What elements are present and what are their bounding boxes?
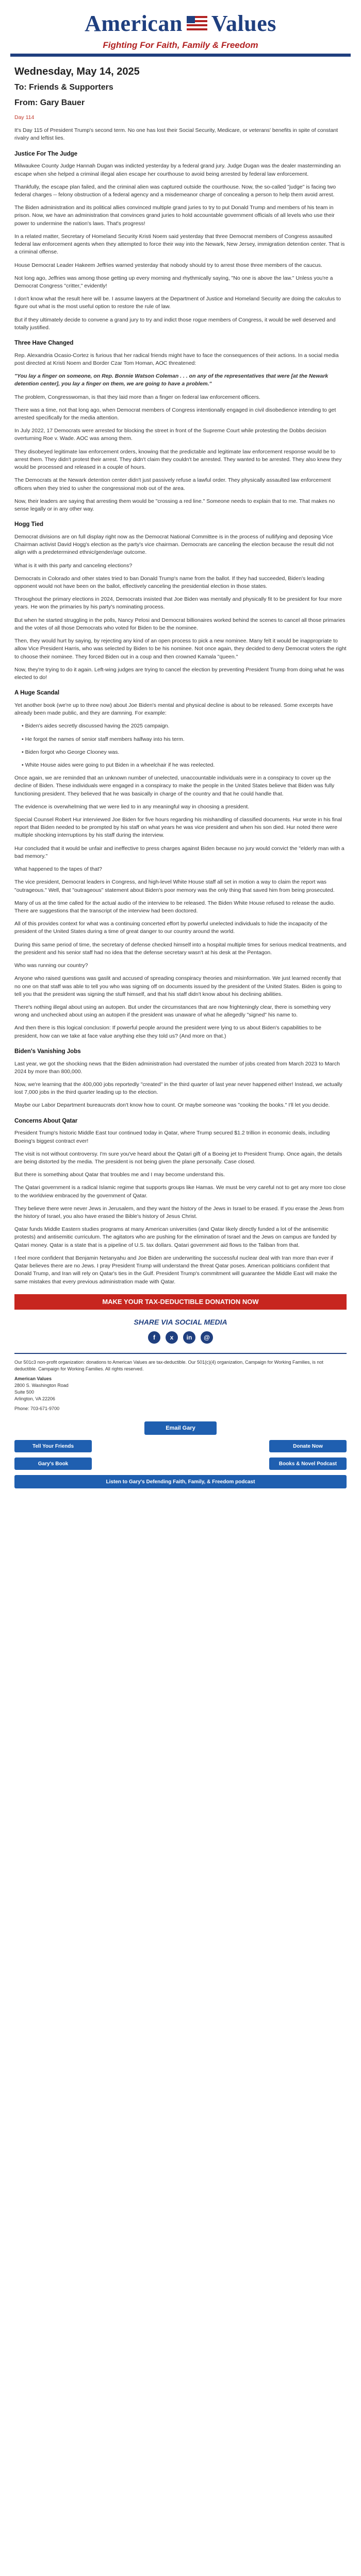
garys-book-button[interactable]: Gary's Book — [14, 1458, 92, 1470]
paragraph: Then, they would hurt by saying, by rejecting any kind of an open process to pick a new nominee. Many felt it would be inappropriate to allow Vice President Harris, who was selected by Biden to be his nominee. Not once again, they decided to deny Democrat voters the right to choose their nominee. They forced Biden out in a coup and then crowned Kamala "queen." — [14, 638, 347, 660]
email-share-icon[interactable]: @ — [201, 1331, 213, 1344]
button-row-1 — [14, 1440, 347, 1452]
memo-from: From: Gary Bauer — [14, 98, 85, 107]
paragraph: The problem, Congresswoman, is that they laid more than a finger on federal law enforcement officers. — [14, 394, 260, 400]
listen-podcast-button[interactable]: Listen to Gary's Defending Faith, Family, & Freedom podcast — [14, 1475, 347, 1488]
paragraph: Once again, we are reminded that an unknown number of unelected, unaccountable individuals were in a conspiracy to cover up the decline of Biden. These individuals were engaged in a conspiracy to make the people in the United States believe that Biden was fully functioning president. They believed that he was basically in charge of the country and that he could handle that. — [14, 775, 335, 797]
email-header — [0, 0, 361, 52]
paragraph: There's nothing illegal about using an autopen. But under the circumstances that are now frighteningly clear, there is something very wrong and unchecked about using an autopen if the president was unaware of what he allegedly "signed" his name to. — [14, 1004, 331, 1019]
footer-addr1: 2800 S. Washington Road — [14, 1382, 69, 1388]
paragraph: Democrats in Colorado and other states tried to ban Donald Trump's name from the ballot. If they had succeeded, Biden's leading opponent would not have been on the ballot, effectively canceling the presidential election in those states. — [14, 575, 325, 589]
paragraph: Qatar funds Middle Eastern studies programs at many American universities (and Qatar likely directly funded a lot of the antisemitic protests) and antisemitic curriculum. The agitators who are pushing for the elimination of Israel and the Jews on campus are funded by Qatari money. Qatar is a state that is a pipeline of U.S. tax dollars. Qatari government aid flows to the Taliban from that. — [14, 1226, 337, 1248]
paragraph: I feel more confident that Benjamin Netanyahu and Joe Biden are underwriting the successful nuclear deal with Iran more than ever if Qatar believes there are no Jews. I pray President Trump will understand the threat Qatar poses. American politicians confident that Donald Trump, and Iran will rely on Qatar's ties in the Gulf. President Trump's commitment will guarantee the Middle East will make the same mistakes that every previous administration made with Qatar. — [14, 1255, 337, 1285]
section-title: Justice For The Judge — [14, 150, 78, 157]
brand-right: Values — [211, 10, 276, 36]
paragraph: Last year, we got the shocking news that the Biden administration had overstated the number of jobs created from March 2023 to March 2024 by more than 800,000. — [14, 1060, 340, 1075]
paragraph: In July 2022, 17 Democrats were arrested for blocking the street in front of the Supreme Court while protesting the Dobbs decision overturning Roe v. Wade. AOC was among them. — [14, 428, 326, 442]
memo-body — [0, 114, 361, 1286]
section-title: A Huge Scandal — [14, 690, 60, 697]
memo-date: Wednesday, May 14, 2025 — [14, 66, 140, 77]
bullet-item: • Biden forgot who George Clooney was. — [22, 749, 120, 755]
paragraph: Rep. Alexandria Ocasio-Cortez is furious that her radical friends might have to face the consequences of their actions. In a social media post directed at Kristi Noem and Border Czar Tom Homan, AOC threatened: — [14, 352, 339, 366]
footer-addr3: Arlington, VA 22206 — [14, 1396, 55, 1402]
paragraph: They disobeyed legitimate law enforcement orders, knowing that the predictable and legitimate law enforcement response would be to arrest them. They didn't protest their arrest. They didn't claim they couldn't be arrested. They wanted to be arrested. They also knew they would be processed and released in a couple of hours. — [14, 448, 342, 471]
paragraph: The visit is not without controversy. I'm sure you've heard about the Qatari gift of a Boeing jet to President Trump. Once again, the details are being distorted by the media. The president is not being given the plane personally. Case closed. — [14, 1150, 342, 1165]
paragraph: The vice president, Democrat leaders in Congress, and high-level White House staff all set in motion a way to claim the report was "outrageous." Well, that "outrageous" statement about Biden's poor memory was the only thing that saved him from being prosecuted. — [14, 879, 335, 893]
quote: "You lay a finger on someone, on Rep. Bonnie Watson Coleman . . . on any of the representatives that were [at the Newark detention center], you lay a finger on them, we are going to have a problem." — [14, 373, 329, 387]
bullet-item: • White House aides were going to put Biden in a wheelchair if he was reelected. — [22, 761, 215, 768]
memo-meta — [0, 57, 361, 108]
section-title: Three Have Changed — [14, 340, 74, 347]
paragraph: They believe there were never Jews in Jerusalem, and they want the history of the Jews in Israel to be erased. If you erase the Jews from the history of Israel, you also have erased the Bible's history of Jesus Christ. — [14, 1205, 344, 1220]
paragraph: It's Day 115 of President Trump's second term. No one has lost their Social Security, Medicare, or veterans' benefits in spite of constant rivalry and leftist lies. — [14, 127, 338, 142]
footer-addr2: Suite 500 — [14, 1389, 35, 1395]
brand-left: American — [85, 10, 183, 36]
paragraph: Democrat divisions are on full display right now as the Democrat National Committee is in the process of nullifying and deposing Vice Chairman activist David Hogg's election as the party's vice chairman. Democrats are canceling the election because the result did not align with a predetermined ethnic/gender/age outcome. — [14, 533, 334, 556]
button-row-2 — [14, 1458, 347, 1470]
paragraph: All of this provides context for what was a continuing concerted effort by powerful unelected individuals to hide the incapacity of the president of the United States during a time of great danger to our country around the world. — [14, 921, 327, 935]
email-gary-button[interactable]: Email Gary — [144, 1421, 217, 1435]
footer-org: American Values — [14, 1376, 52, 1381]
section-title: Concerns About Qatar — [14, 1117, 78, 1124]
footer-address — [0, 1354, 361, 1412]
paragraph: During this same period of time, the secretary of defense checked himself into a hospital multiple times for serious medical treatments, and the president and his senior staff had no idea that the defense secretary wasn't at his desk at the Pentagon. — [14, 941, 347, 956]
donate-now-button[interactable]: Donate Now — [269, 1440, 347, 1452]
share-title: SHARE VIA SOCIAL MEDIA — [134, 1317, 227, 1326]
paragraph: President Trump's historic Middle East tour continued today in Qatar, where Trump secured $1.2 trillion in economic deals, including Boeing's biggest contract ever! — [14, 1130, 330, 1144]
paragraph: But when he started struggling in the polls, Nancy Pelosi and Democrat billionaires worked behind the scenes to cancel all those primaries and the votes of all those Democrats who voted for Biden to be the nominee. — [14, 617, 346, 631]
bullet-item: • Biden's aides secretly discussed having the 2025 campaign. — [22, 723, 170, 730]
social-links — [0, 1331, 361, 1344]
section-title: Biden's Vanishing Jobs — [14, 1048, 81, 1055]
paragraph: Now, they're trying to do it again. Left-wing judges are trying to cancel the election by preventing President Trump from doing what he was elected to do! — [14, 666, 344, 681]
paragraph: Throughout the primary elections in 2024, Democrats insisted that Joe Biden was mentally and physically fit to be president for four more years. He won the primaries by his party's nominating process. — [14, 596, 342, 611]
paragraph: House Democrat Leader Hakeem Jeffries warned yesterday that nobody should try to arrest those three members of the caucus. — [14, 262, 322, 268]
day-counter: Day 114 — [14, 114, 35, 121]
linkedin-icon[interactable]: in — [183, 1331, 195, 1344]
paragraph: Special Counsel Robert Hur interviewed Joe Biden for five hours regarding his mishandling of classified documents. Hur wrote in his final report that Biden needed to be prompted by his staff on what years he was vice president and when his son died. Hur noted there were multiple shocking interruptions by his staff during the interview. — [14, 817, 342, 839]
paragraph: In a related matter, Secretary of Homeland Security Kristi Noem said yesterday that three Democrat members of Congress assaulted federal law enforcement agents when they attempted to force their way into the Newark, New Jersey, immigration detention center. That is a criminal offense. — [14, 233, 345, 256]
paragraph: But there is something about Qatar that troubles me and I may become understand this. — [14, 1172, 225, 1178]
paragraph: What is it with this party and canceling elections? — [14, 562, 133, 569]
tagline: Fighting For Faith, Family & Freedom — [103, 40, 258, 50]
paragraph: Who was running our country? — [14, 962, 88, 969]
paragraph: The Democrats at the Newark detention center didn't just passively refuse a lawful order. They physically assaulted law enforcement officers when they tried to usher the congressional mob out of the area. — [14, 477, 331, 492]
facebook-icon[interactable]: f — [148, 1331, 160, 1344]
section-title: Hogg Tied — [14, 521, 44, 528]
tell-friends-button[interactable]: Tell Your Friends — [14, 1440, 92, 1452]
paragraph: Now, their leaders are saying that arresting them would be "crossing a red line." Someone needs to explain that to me. That makes no sense legally or in any other way. — [14, 498, 335, 512]
paragraph: Thankfully, the escape plan failed, and the criminal alien was captured outside the courthouse. Now, the so-called "judge" is facing two federal charges -- felony obstruction of a federal agency and a misdemeanor charge of concealing a person to help them avoid arrest. — [14, 183, 336, 198]
paragraph: What happened to the tapes of that? — [14, 866, 102, 873]
footer-phone: Phone: 703-671-9700 — [14, 1406, 60, 1412]
logo[interactable] — [0, 0, 361, 37]
paragraph: The Biden administration and its political allies convinced multiple grand juries to try to put Donald Trump and members of his team in prison. Now, we have an administration that convinces grand juries to hold accountable government officials of all levels who use their power to undermine the nation's laws. That's progress! — [14, 205, 335, 227]
paragraph: Hur concluded that it would be unfair and ineffective to press charges against Biden because no jury would convict the "elderly man with a bad memory." — [14, 845, 344, 859]
flag-icon — [187, 16, 207, 30]
paragraph: Now, we're learning that the 400,000 jobs reportedly "created" in the third quarter of last year never happened either! Instead, we actually lost 7,000 jobs in the third quarter leading up to the election. — [14, 1081, 342, 1096]
paragraph: Not long ago, Jeffries was among those getting up every morning and rhythmically saying, "No one is above the law." Unless you're a Democrat Congress "critter," evidently! — [14, 275, 333, 289]
paragraph: But if they ultimately decide to convene a grand jury to try and indict those rogue members of Congress, it would be well deserved and totally justified. — [14, 316, 336, 331]
paragraph: Yet another book (we're up to three now) about Joe Biden's mental and physical decline is about to be released. Some excerpts have already been made public, and they are damning. For example: — [14, 702, 333, 717]
donate-button[interactable]: MAKE YOUR TAX-DEDUCTIBLE DONATION NOW — [14, 1294, 347, 1310]
paragraph: Anyone who raised questions was gaslit and accused of spreading conspiracy theories and misinformation. We just learned recently that no one on that staff was able to tell you who was signing off on documents issued by the president of the United States. Biden is going to tell you that the president was signing the stuff himself, and that his staff didn't know about his declining abilities. — [14, 975, 342, 997]
footer-note: Our 501c3 non-profit organization: donations to American Values are tax-deductible. Our 501(c)(4) organization, Campaign for Working Families, is not deductible. Campaign for Working Families. All rights reserved. — [14, 1359, 323, 1371]
bullet-item: • He forgot the names of senior staff members halfway into his term. — [22, 736, 185, 742]
paragraph: There was a time, not that long ago, when Democrat members of Congress intentionally engaged in civil disobedience intending to get arrested specifically for the media attention. — [14, 406, 336, 421]
paragraph: Many of us at the time called for the actual audio of the interview to be released. The Biden White House refused to release the audio. There are suggestions that the transcript of the interview had been doctored. — [14, 900, 335, 914]
x-icon[interactable]: x — [166, 1331, 178, 1344]
paragraph: The evidence is overwhelming that we were lied to in any meaningful way in choosing a president. — [14, 803, 250, 810]
memo-to: To: Friends & Supporters — [14, 83, 113, 92]
paragraph: The Qatari government is a radical Islamic regime that supports groups like Hamas. We must be very careful not to get any more too close to the worldview embraced by the government of Qatar. — [14, 1184, 346, 1199]
paragraph: And then there is this logical conclusion: If powerful people around the president were lying to us about Biden's capabilities to be president, how can we take at face value anything else they told us? (And more on that.) — [14, 1025, 322, 1039]
paragraph: I don't know what the result here will be. I assume lawyers at the Department of Justice and Homeland Security are doing the calculus to figure out what is the most useful option to restore the rule of law. — [14, 296, 341, 310]
paragraph: Maybe our Labor Department bureaucrats don't know how to count. Or maybe someone was "cooking the books." I'll let you decide. — [14, 1102, 330, 1109]
paragraph: Milwaukee County Judge Hannah Dugan was indicted yesterday by a federal grand jury. Judge Dugan was the dealer masterminding an escape when she helped a criminal illegal alien escape her courthouse to avoid being arrested by federal law enforcement. — [14, 163, 341, 177]
podcast-button[interactable]: Books & Novel Podcast — [269, 1458, 347, 1470]
